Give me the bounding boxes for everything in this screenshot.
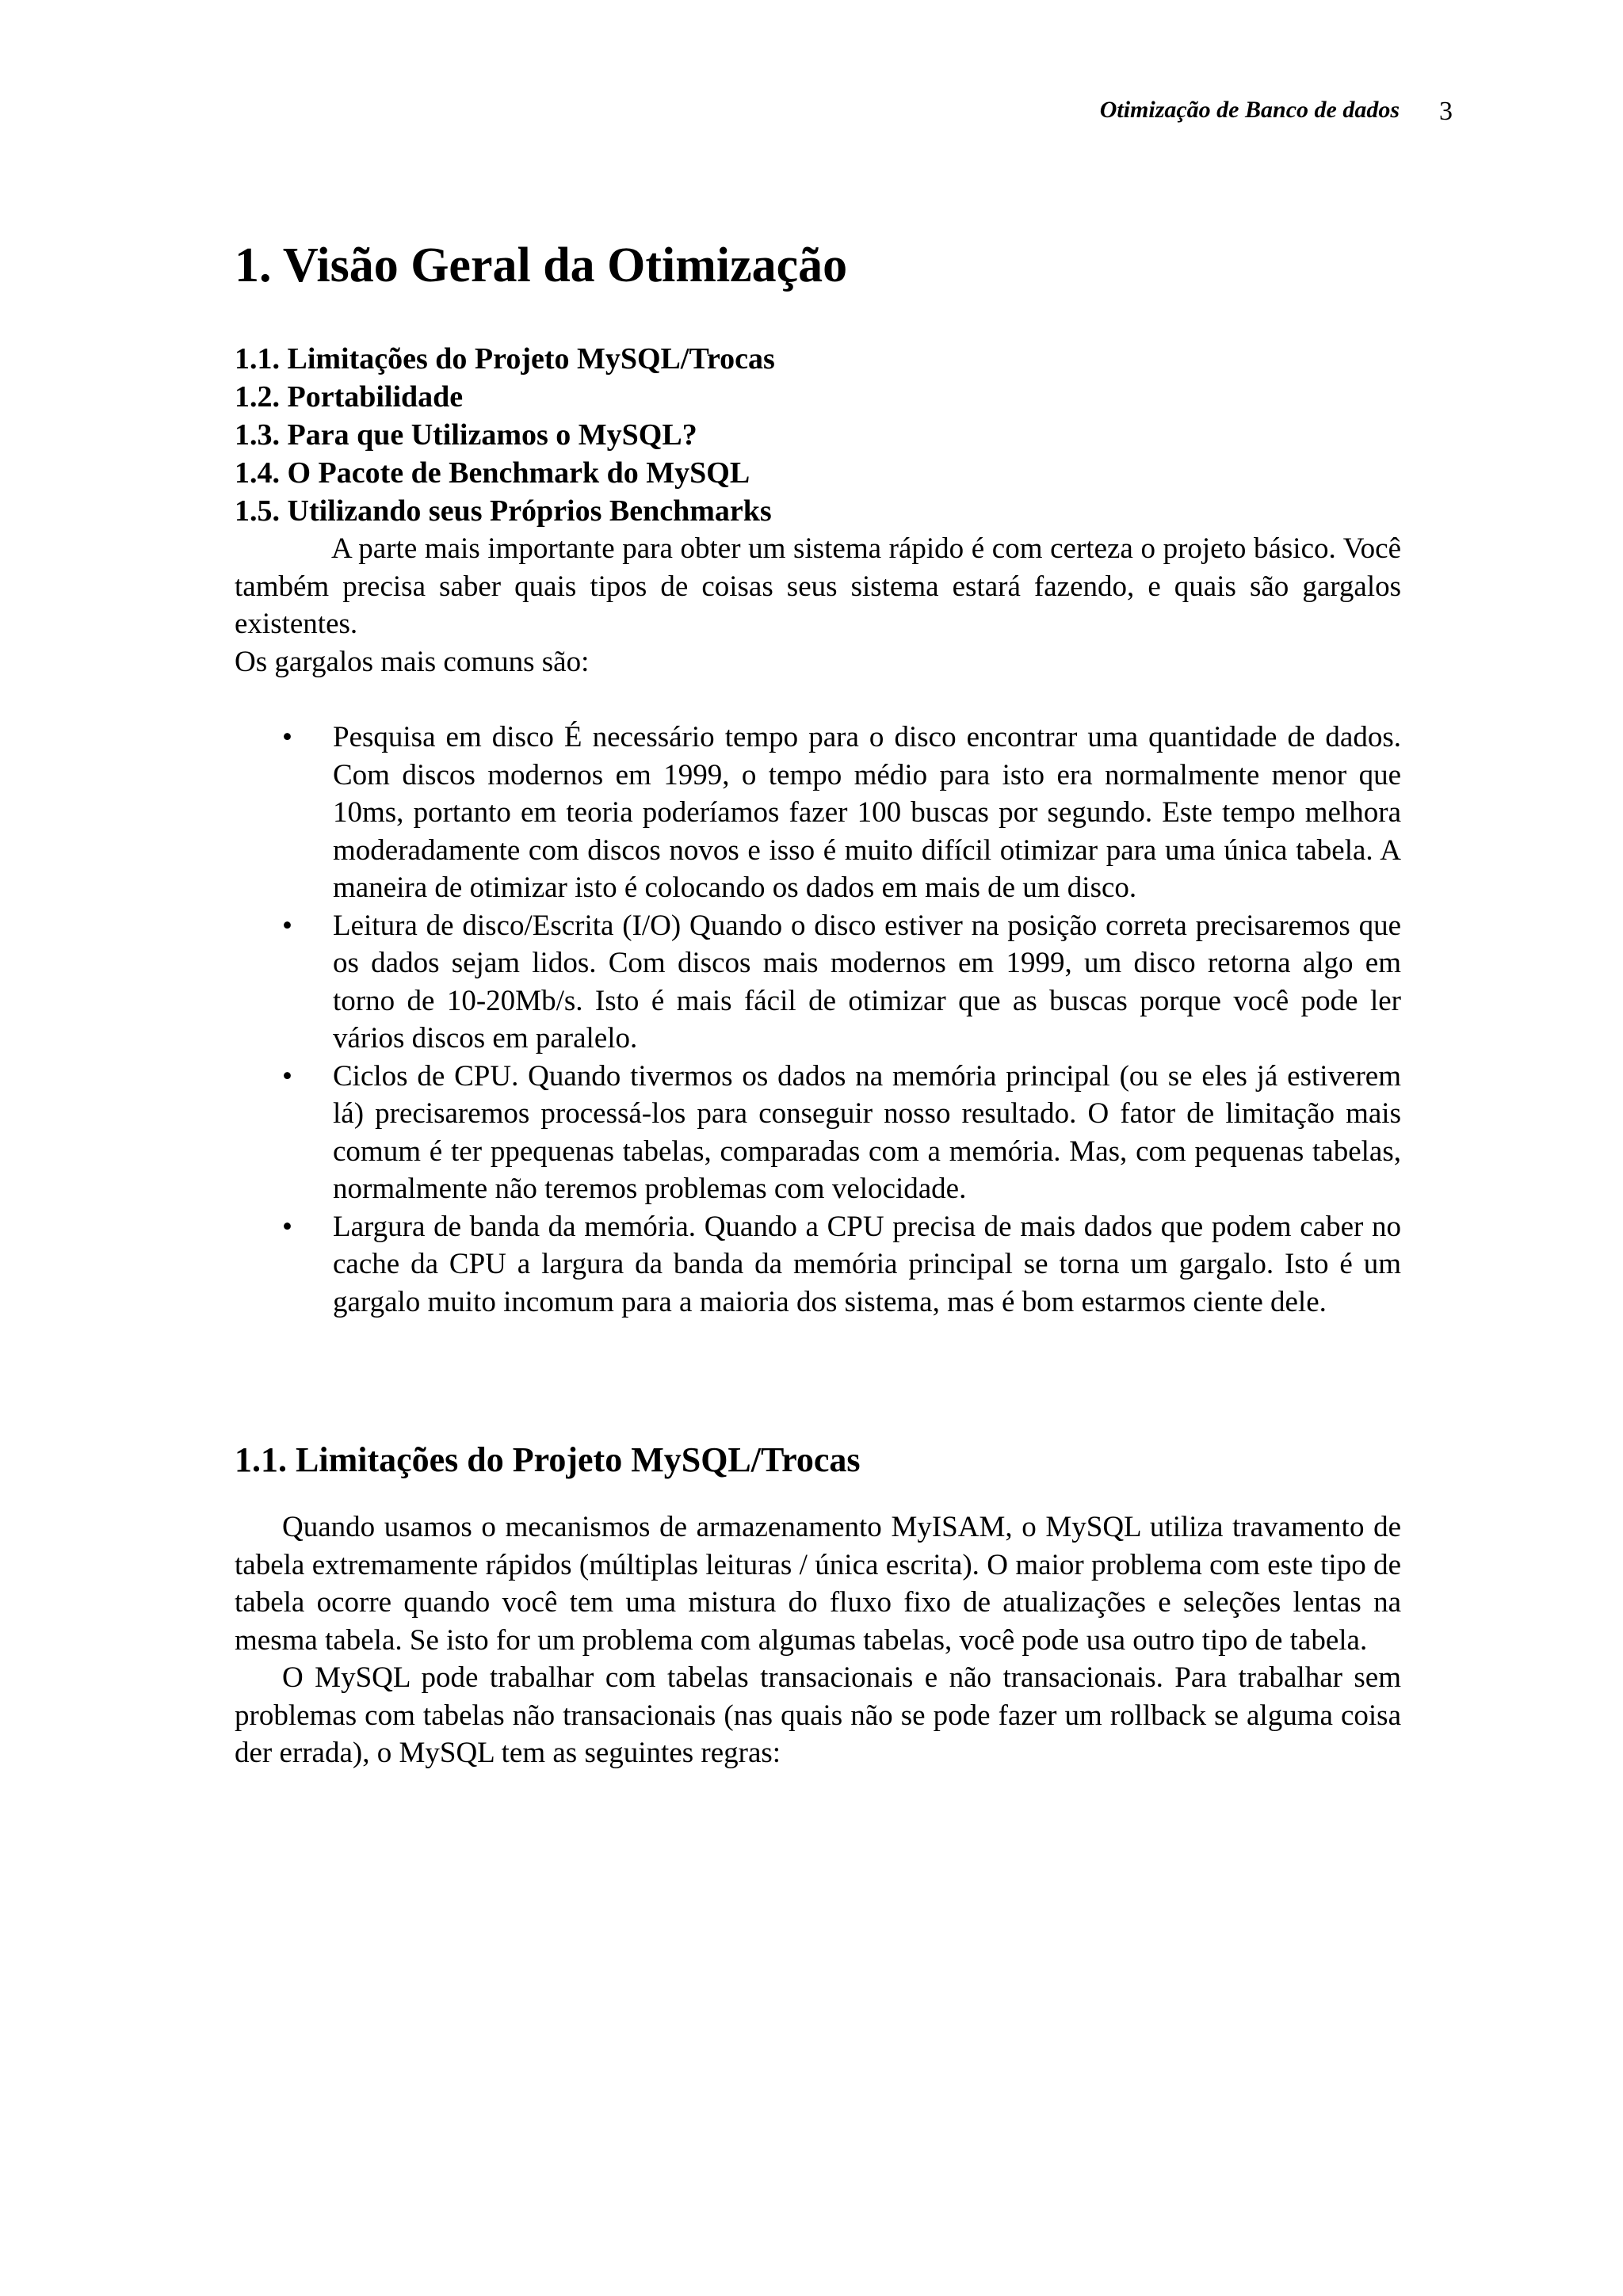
section-paragraph: Quando usamos o mecanismos de armazenamento MyISAM, o MySQL utiliza travamento de tabela extremamente rápidos (múltiplas leituras / única escrita). O maior problema com este tipo de tabela ocorre quando você tem uma mistura do fluxo fixo de atualizações e seleções lentas na mesma tabela. Se isto for um problema com algumas tabelas, você pode usa outro tipo de tabela.: [235, 1511, 1401, 1657]
toc-item: 1.4. O Pacote de Benchmark do MySQL: [235, 456, 750, 490]
bottleneck-text: Pesquisa em disco É necessário tempo para o disco encontrar uma quantidade de dados. Com discos modernos em 1999, o tempo médio para isto era normalmente menor que 10ms, portanto em teoria poderíamos fazer 100 buscas por segundo. Este tempo melhora moderadamente com discos novos e isso é muito difícil otimizar para uma única tabela. A maneira de otimizar isto é colocando os dados em mais de um disco.: [333, 721, 1401, 905]
toc-item: 1.5. Utilizando seus Próprios Benchmarks: [235, 494, 772, 528]
toc-item: 1.3. Para que Utilizamos o MySQL?: [235, 418, 697, 452]
bottleneck-list: [235, 719, 1401, 1321]
section-title: 1.1. Limitações do Projeto MySQL/Trocas: [235, 1440, 861, 1480]
bottleneck-item: [235, 907, 1401, 1058]
bullet-icon: •: [282, 1059, 292, 1093]
bullet-icon: •: [282, 721, 292, 754]
bottlenecks-intro: Os gargalos mais comuns são:: [235, 645, 590, 678]
bullet-icon: •: [282, 909, 292, 942]
bottleneck-text: Ciclos de CPU. Quando tivermos os dados na memória principal (ou se eles já estiverem lá) precisaremos processá-los para conseguir nosso resultado. O fator de limitação mais comum é ter ppequenas tabelas, comparadas com a memória. Mas, com pequenas tabelas, normalmente não teremos problemas com velocidade.: [333, 1059, 1401, 1206]
page-number: 3: [1439, 97, 1453, 126]
section-paragraph: O MySQL pode trabalhar com tabelas transacionais e não transacionais. Para trabalhar sem problemas com tabelas não transacionais (nas quais não se pode fazer um rollback se alguma coisa der errada), o MySQL tem as seguintes regras:: [235, 1661, 1401, 1770]
bottleneck-text: Largura de banda da memória. Quando a CPU precisa de mais dados que podem caber no cache da CPU a largura da banda da memória principal se torna um gargalo. Isto é um gargalo muito incomum para a maioria dos sistema, mas é bom estarmos ciente dele.: [333, 1210, 1401, 1318]
bottleneck-item: [235, 719, 1401, 907]
chapter-title: 1. Visão Geral da Otimização: [235, 238, 848, 292]
bottleneck-text: Leitura de disco/Escrita (I/O) Quando o disco estiver na posição correta precisaremos que os dados sejam lidos. Com discos mais modernos em 1999, um disco retorna algo em torno de 10-20Mb/s. Isto é mais fácil de otimizar que as buscas porque você pode ler vários discos em paralelo.: [333, 909, 1401, 1055]
toc-item: 1.2. Portabilidade: [235, 380, 464, 414]
intro-paragraph: A parte mais importante para obter um sistema rápido é com certeza o projeto básico. Você também precisa saber quais tipos de coisas seus sistema estará fazendo, e quais são gargalos existentes.: [235, 532, 1401, 641]
bottleneck-item: [235, 1208, 1401, 1322]
chapter-toc: [235, 340, 1401, 530]
running-header-title: Otimização de Banco de dados: [1099, 97, 1400, 123]
toc-item: 1.1. Limitações do Projeto MySQL/Trocas: [235, 342, 775, 376]
page-content: [235, 238, 1401, 1772]
bullet-icon: •: [282, 1210, 292, 1243]
bottleneck-item: [235, 1058, 1401, 1208]
